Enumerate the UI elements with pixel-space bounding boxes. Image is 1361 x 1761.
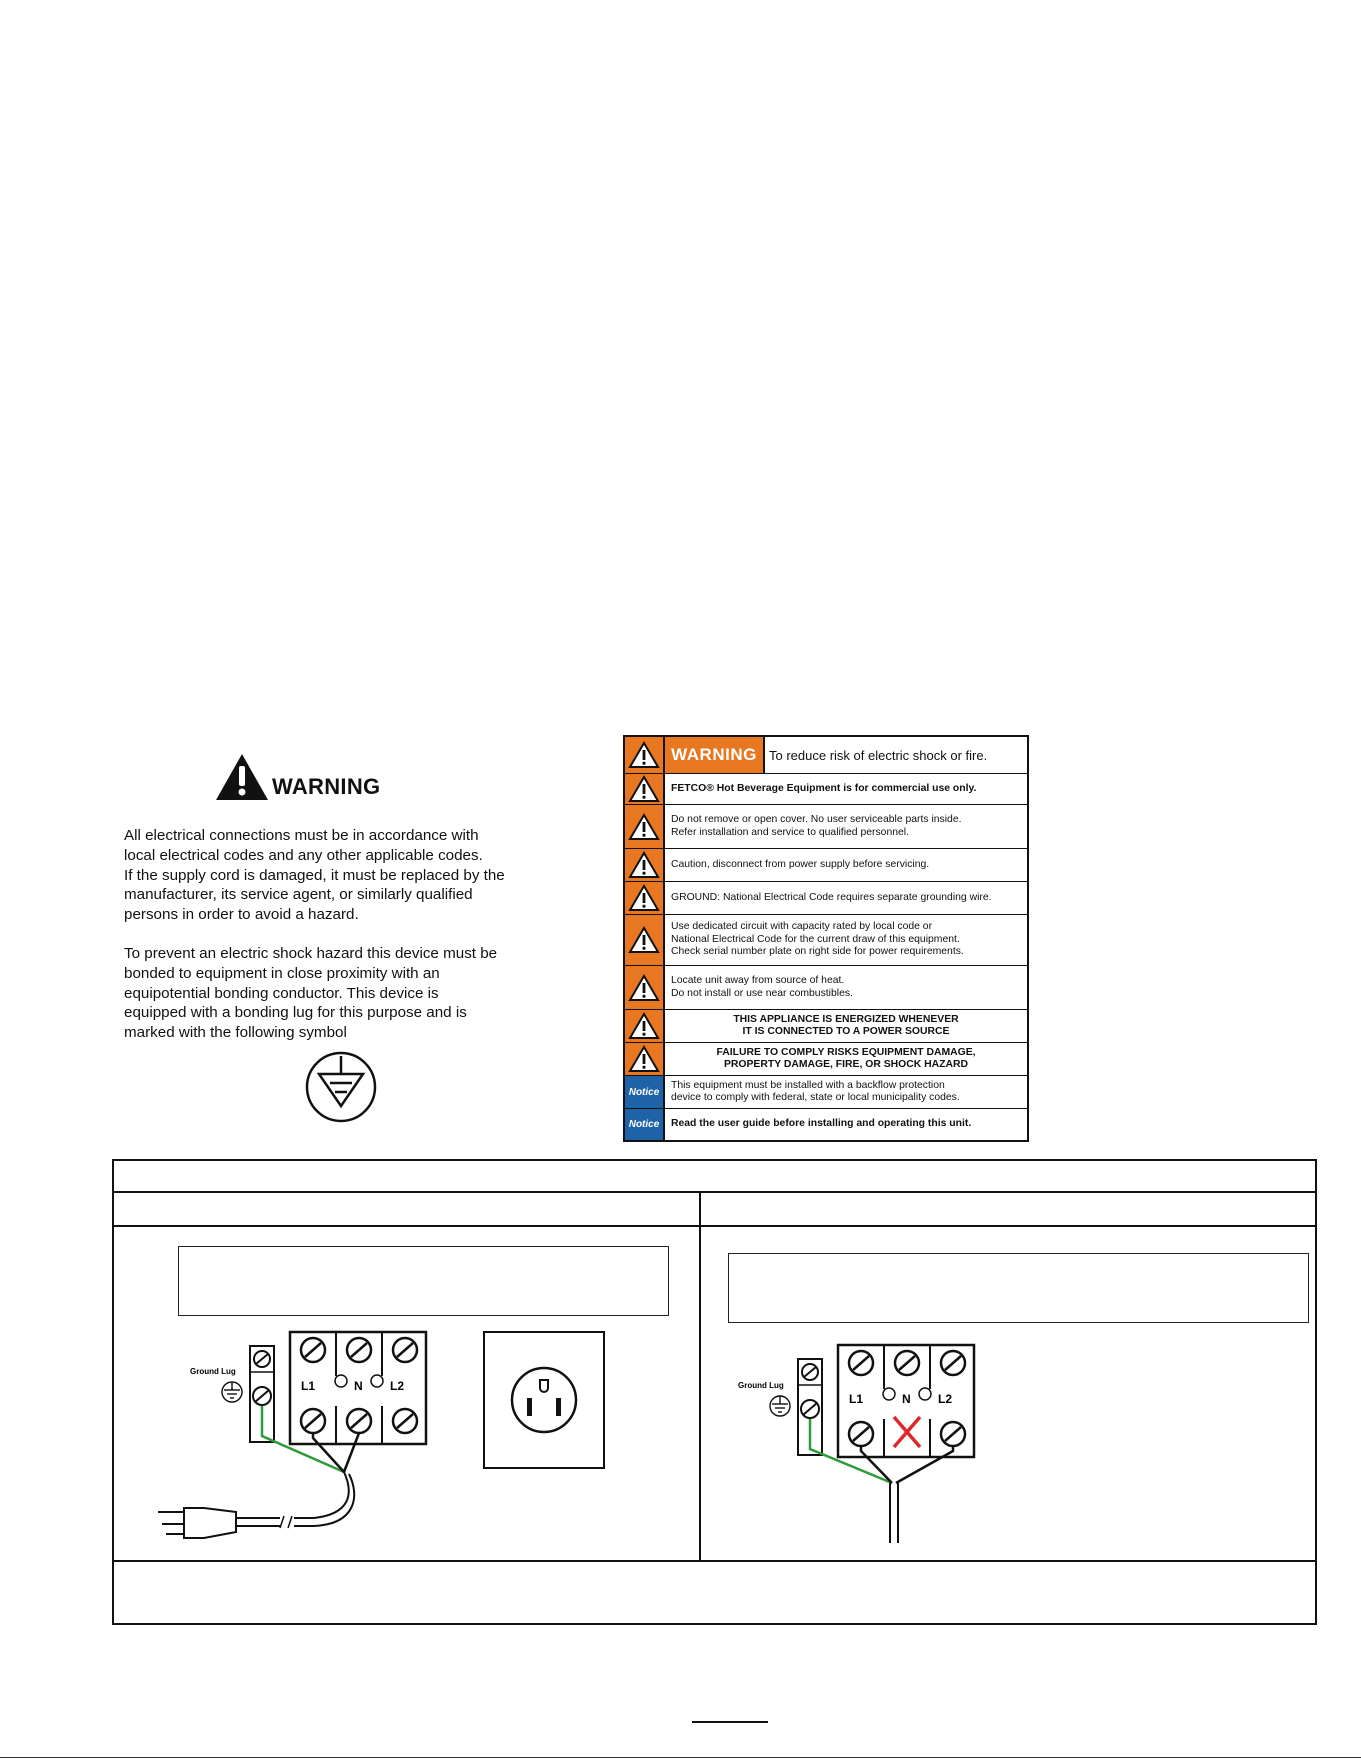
power-cord-icon <box>236 1472 354 1528</box>
warning-triangle-icon <box>628 926 660 954</box>
table-divider <box>114 1225 1315 1227</box>
warning-triangle-icon <box>628 1045 660 1073</box>
warning-triangle-icon <box>628 813 660 841</box>
table-divider <box>114 1191 1315 1193</box>
terminal-label-l1: L1 <box>849 1392 864 1406</box>
safety-warning-label <box>623 735 1029 1142</box>
label-row-text: FAILURE TO COMPLY RISKS EQUIPMENT DAMAGE, PROPERTY DAMAGE, FIRE, OR SHOCK HAZARD <box>716 1046 976 1070</box>
label-row-icon <box>625 774 665 804</box>
label-row-ground <box>625 881 1027 914</box>
ground-lug-label: Ground Lug <box>190 1367 236 1376</box>
warning-triangle-icon <box>628 775 660 803</box>
warning-title: WARNING <box>272 774 381 799</box>
label-row-user-guide <box>625 1108 1027 1140</box>
notice-tag <box>625 1109 665 1140</box>
label-row-energized <box>625 1009 1027 1042</box>
wiring-diagram-table <box>112 1159 1317 1625</box>
label-row-disconnect <box>625 848 1027 881</box>
terminal-label-n: N <box>902 1392 911 1406</box>
label-headline-row <box>625 737 1027 773</box>
label-row-icon <box>625 737 665 773</box>
label-row-text: This equipment must be installed with a backflow protection device to comply with federal, state or local municipality codes. <box>671 1079 960 1103</box>
terminal-label-l2: L2 <box>938 1392 953 1406</box>
warning-triangle-icon <box>214 752 270 802</box>
cord-connection-diagram <box>144 1326 674 1558</box>
column-divider <box>699 1191 701 1560</box>
notice-tag <box>625 1076 665 1108</box>
label-row-icon <box>625 966 665 1009</box>
equipotential-bonding-icon <box>304 1050 378 1124</box>
hardwire-connection-diagram <box>726 1333 1306 1558</box>
label-row-failure <box>625 1042 1027 1075</box>
label-row-text: Caution, disconnect from power supply before servicing. <box>671 858 930 870</box>
warning-body <box>124 826 564 1043</box>
warning-badge: WARNING <box>665 737 765 773</box>
warning-triangle-icon <box>628 884 660 912</box>
label-row-dedicated-circuit <box>625 914 1027 965</box>
terminal-label-l2: L2 <box>390 1379 405 1393</box>
warning-triangle-icon <box>628 1012 660 1040</box>
page-bottom-rule <box>0 1757 1361 1758</box>
label-row-text: Read the user guide before installing and operating this unit. <box>671 1118 972 1130</box>
notice-tag-text: Notice <box>628 1119 660 1130</box>
power-plug-icon <box>158 1508 236 1538</box>
ground-symbol-icon <box>222 1382 242 1402</box>
notice-tag-text: Notice <box>628 1086 660 1098</box>
label-row-commercial-use <box>625 773 1027 804</box>
page-number-underline <box>692 1721 768 1723</box>
nema-receptacle-icon <box>484 1332 604 1468</box>
label-row-text: Do not remove or open cover. No user serviceable parts inside. Refer installation and service to qualified personnel. <box>671 814 962 838</box>
label-row-text: Use dedicated circuit with capacity rated by local code or National Electrical Code for the current draw of this equipment. Check serial number plate on right side for power requirements. <box>671 921 964 958</box>
ground-symbol-icon <box>770 1396 790 1416</box>
label-row-text: FETCO® Hot Beverage Equipment is for commercial use only. <box>671 782 977 794</box>
warning-paragraph-bonding: To prevent an electric shock hazard this device must be bonded to equipment in close proximity with an equipotential bonding conductor. This device is equipped with a bonding lug for this purpose and is marked with the following symbol <box>124 944 498 1042</box>
terminal-label-n: N <box>354 1379 363 1393</box>
label-headline-text: To reduce risk of electric shock or fire. <box>769 747 988 763</box>
left-note-box <box>178 1246 669 1316</box>
warning-triangle-icon <box>628 851 660 879</box>
label-row-text: THIS APPLIANCE IS ENERGIZED WHENEVER IT IS CONNECTED TO A POWER SOURCE <box>733 1013 959 1037</box>
table-divider <box>114 1560 1315 1562</box>
right-note-box <box>728 1253 1309 1323</box>
warning-paragraph-connections: All electrical connections must be in accordance with local electrical codes and any other applicable codes. If the supply cord is damaged, it must be replaced by the manufacturer, its service agent, or similarly qualified persons in order to avoid a hazard. <box>124 827 505 924</box>
label-row-text: Locate unit away from source of heat. Do not install or use near combustibles. <box>671 975 853 999</box>
warning-triangle-icon <box>628 974 660 1002</box>
label-row-icon <box>625 915 665 965</box>
terminal-label-l1: L1 <box>301 1379 316 1393</box>
warning-triangle-icon <box>628 741 660 769</box>
label-row-heat <box>625 965 1027 1009</box>
label-row-backflow <box>625 1075 1027 1108</box>
warning-heading <box>214 748 380 802</box>
label-row-icon <box>625 1043 665 1075</box>
ground-lug-label: Ground Lug <box>738 1381 784 1390</box>
label-row-cover <box>625 804 1027 848</box>
label-row-icon <box>625 849 665 881</box>
label-row-icon <box>625 1010 665 1042</box>
label-row-text: GROUND: National Electrical Code requires separate grounding wire. <box>671 891 992 903</box>
label-row-icon <box>625 882 665 914</box>
label-row-icon <box>625 805 665 848</box>
